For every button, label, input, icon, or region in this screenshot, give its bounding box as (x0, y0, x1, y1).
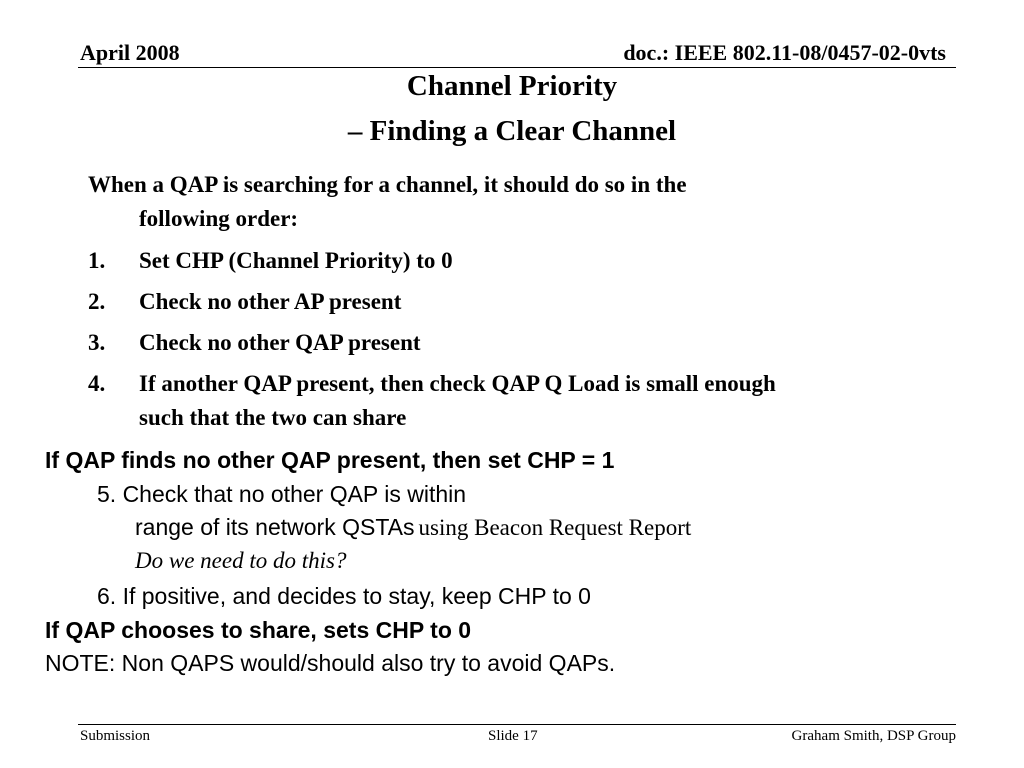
step-text: If another QAP present, then check QAP Q Load is small enough (139, 371, 776, 396)
intro-line1: When a QAP is searching for a channel, it should do so in the (88, 172, 687, 197)
header-rule (78, 67, 956, 68)
header-date: April 2008 (80, 40, 180, 65)
step-text-continued: such that the two can share (139, 405, 407, 430)
step-number: 3. (88, 330, 106, 355)
step6-line: 6. If positive, and decides to stay, keep CHP to 0 (97, 583, 591, 609)
step-text: Check no other QAP present (139, 330, 421, 355)
intro-line2: following order: (139, 206, 299, 231)
note-line: NOTE: Non QAPS would/should also try to avoid QAPs. (45, 650, 616, 676)
step-number: 1. (88, 248, 106, 273)
step5-line2-suffix: using Beacon Request Report (418, 515, 692, 540)
footer-slide-number: Slide 17 (488, 728, 538, 744)
step-text: Set CHP (Channel Priority) to 0 (139, 248, 453, 273)
step-number: 2. (88, 289, 106, 314)
footer-submission: Submission (80, 728, 151, 744)
slide-title-line1: Channel Priority (406, 70, 618, 102)
header-doc-id: doc.: IEEE 802.11-08/0457-02-0vts (623, 40, 946, 65)
step-text: Check no other AP present (139, 289, 402, 314)
step5-question: Do we need to do this? (135, 548, 347, 573)
step5-line2 (135, 514, 691, 541)
step5-line1: 5. Check that no other QAP is within (97, 481, 467, 507)
slide-title-line2: – Finding a Clear Channel (347, 115, 677, 147)
footer-author: Graham Smith, DSP Group (791, 728, 956, 744)
branch-share: If QAP chooses to share, sets CHP to 0 (45, 617, 472, 643)
step-number: 4. (88, 371, 106, 396)
branch-no-qap: If QAP finds no other QAP present, then set CHP = 1 (45, 447, 615, 473)
step5-line2-text: range of its network QSTAs (135, 514, 415, 540)
footer-rule (78, 724, 956, 725)
